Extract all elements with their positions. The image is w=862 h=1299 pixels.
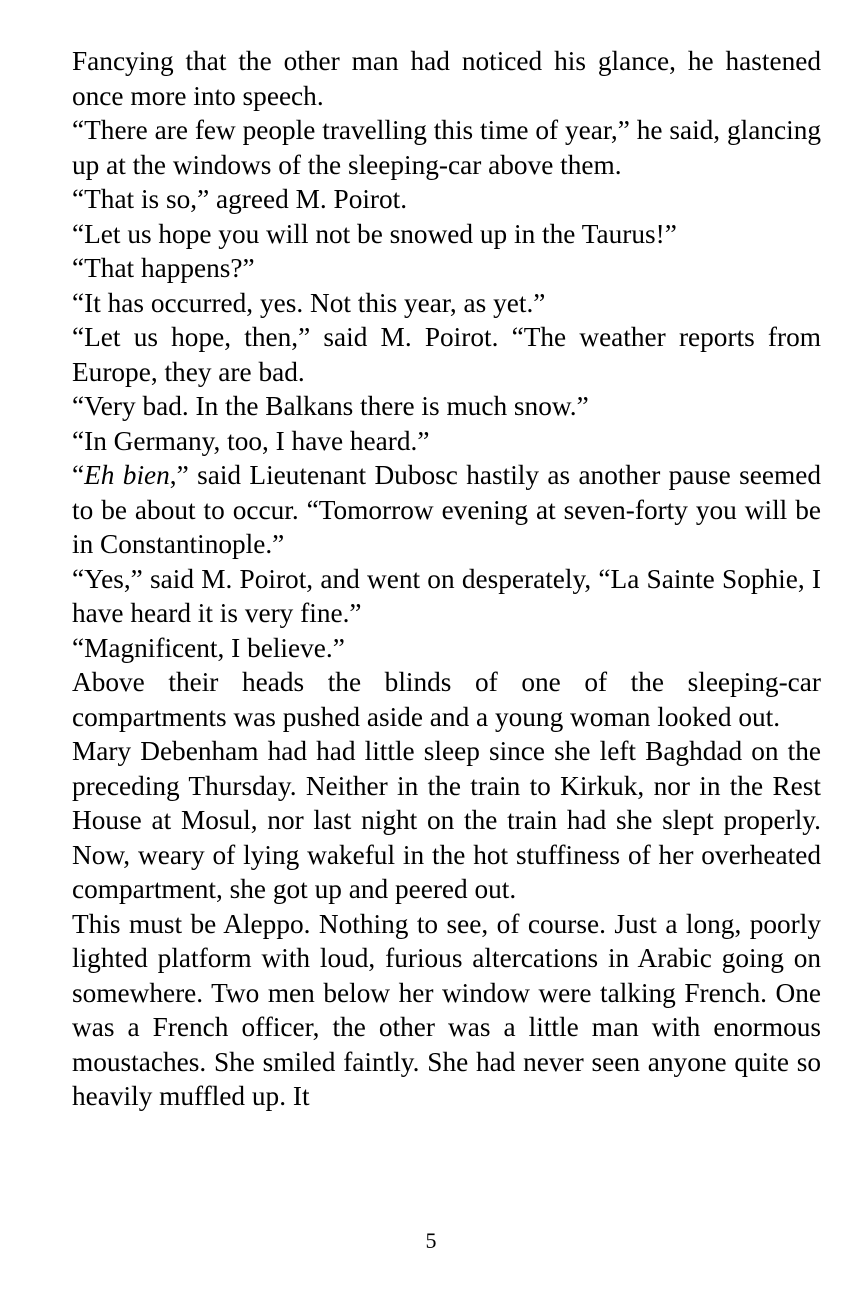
paragraph-1: Fancying that the other man had noticed his glance, he hastened once more into speech. xyxy=(72,46,821,111)
paragraph-11: “Yes,” said M. Poirot, and went on desperately, “La Sainte Sophie, I have heard it is very fine.” xyxy=(72,563,821,628)
paragraph-15: This must be Aleppo. Nothing to see, of course. Just a long, poorly lighted platform with loud, furious altercations in Arabic going on somewhere. Two men below her window were talking French. One was a French officer, the other was a little man with enormous moustaches. She smiled faintly. She had never seen anyone quite so heavily muffled up. It xyxy=(72,908,821,1111)
paragraph-3: “That is so,” agreed M. Poirot. xyxy=(72,184,408,214)
paragraph-14: Mary Debenham had had little sleep since she left Baghdad on the preceding Thursday. Neither in the train to Kirkuk, nor in the Rest House at Mosul, nor last night on the train had she slept properly. Now, weary of lying wakeful in the hot stuffiness of her overheated compartment, she got up and peered out. xyxy=(72,736,821,904)
page-number: 5 xyxy=(425,1228,437,1253)
paragraph-12: “Magnificent, I believe.” xyxy=(72,632,345,663)
body-text xyxy=(72,44,821,1114)
paragraph-10 xyxy=(72,458,821,562)
paragraph-6: “It has occurred, yes. Not this year, as yet.” xyxy=(72,287,546,318)
italic-phrase: Eh bien xyxy=(84,460,170,490)
paragraph-10-rest: ,” said Lieutenant Dubosc hastily as another pause seemed to be about to occur. “Tomorrow evening at seven-forty you will be in Constantinople.” xyxy=(72,460,821,559)
paragraph-5: “That happens?” xyxy=(72,253,255,283)
paragraph-2: “There are few people travelling this time of year,” he said, glancing up at the windows of the sleeping-car above them. xyxy=(72,115,821,180)
paragraph-7: “Let us hope, then,” said M. Poirot. “The weather reports from Europe, they are bad. xyxy=(72,322,821,387)
paragraph-4: “Let us hope you will not be snowed up in the Taurus!” xyxy=(72,218,677,249)
paragraph-8: “Very bad. In the Balkans there is much snow.” xyxy=(72,391,589,421)
paragraph-9: “In Germany, too, I have heard.” xyxy=(72,425,430,456)
open-quote: “ xyxy=(72,460,85,490)
paragraph-13: Above their heads the blinds of one of the sleeping-car compartments was pushed aside and a young woman looked out. xyxy=(72,667,821,732)
